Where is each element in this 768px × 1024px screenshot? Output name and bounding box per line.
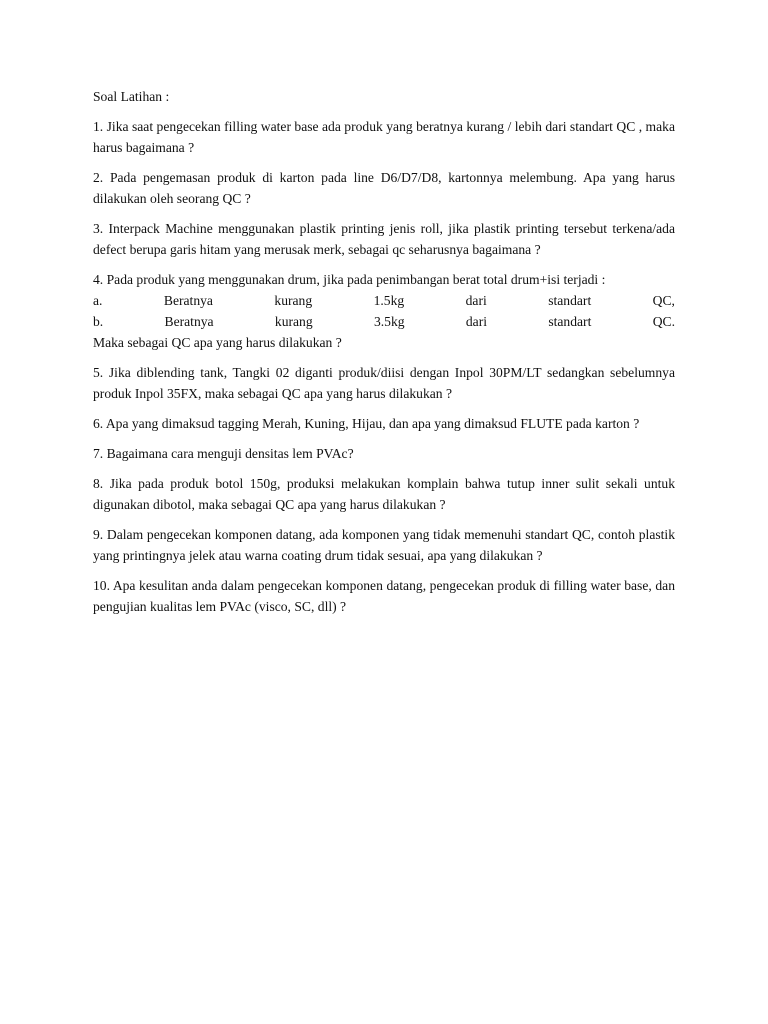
- document-title: Soal Latihan :: [93, 89, 170, 104]
- question-3: 3. Interpack Machine menggunakan plastik printing jenis roll, jika plastik printing tersebut terkena/ada defect berupa garis hitam yang merusak merk, sebagai qc seharusnya bagaimana ?: [93, 221, 675, 257]
- question-6: 6. Apa yang dimaksud tagging Merah, Kuning, Hijau, dan apa yang dimaksud FLUTE pada karton ?: [93, 416, 640, 431]
- option-a-word: QC,: [652, 293, 675, 308]
- option-a-word: kurang: [274, 293, 313, 308]
- question-4: [93, 269, 675, 353]
- question-5: 5. Jika diblending tank, Tangki 02 diganti produk/diisi dengan Inpol 30PM/LT sedangkan sebelumnya produk Inpol 35FX, maka sebagai QC apa yang harus dilakukan ?: [93, 365, 675, 401]
- option-b-marker: b.: [93, 314, 104, 329]
- document-page: [93, 86, 675, 626]
- question-8: 8. Jika pada produk botol 150g, produksi melakukan komplain bahwa tutup inner sulit sekali untuk digunakan dibotol, maka sebagai QC apa yang harus dilakukan ?: [93, 476, 675, 512]
- question-4-closing: Maka sebagai QC apa yang harus dilakukan ?: [93, 335, 342, 350]
- option-a-word: dari: [465, 293, 487, 308]
- option-b-weight: 3.5kg: [373, 314, 405, 329]
- option-a-word: Beratnya: [163, 293, 213, 308]
- question-7: 7. Bagaimana cara menguji densitas lem PVAc?: [93, 446, 354, 461]
- option-a-marker: a.: [93, 293, 103, 308]
- question-2: 2. Pada pengemasan produk di karton pada line D6/D7/D8, kartonnya melembung. Apa yang harus dilakukan oleh seorang QC ?: [93, 170, 675, 206]
- option-a-weight: 1.5kg: [373, 293, 405, 308]
- option-b-word: QC.: [652, 314, 675, 329]
- question-4-option-a: [93, 290, 675, 311]
- option-a-word: standart: [548, 293, 592, 308]
- question-9: 9. Dalam pengecekan komponen datang, ada komponen yang tidak memenuhi standart QC, contoh plastik yang printingnya jelek atau warna coating drum tidak sesuai, apa yang dilakukan ?: [93, 527, 675, 563]
- option-b-word: dari: [465, 314, 488, 329]
- question-4-intro: 4. Pada produk yang menggunakan drum, jika pada penimbangan berat total drum+isi terjadi :: [93, 272, 606, 287]
- question-1: 1. Jika saat pengecekan filling water base ada produk yang beratnya kurang / lebih dari standart QC , maka harus bagaimana ?: [93, 119, 675, 155]
- question-10: 10. Apa kesulitan anda dalam pengecekan komponen datang, pengecekan produk di filling water base, dan pengujian kualitas lem PVAc (visco, SC, dll) ?: [93, 578, 675, 614]
- option-b-word: standart: [548, 314, 592, 329]
- option-b-word: Beratnya: [164, 314, 214, 329]
- question-4-option-b: [93, 311, 675, 332]
- option-b-word: kurang: [274, 314, 313, 329]
